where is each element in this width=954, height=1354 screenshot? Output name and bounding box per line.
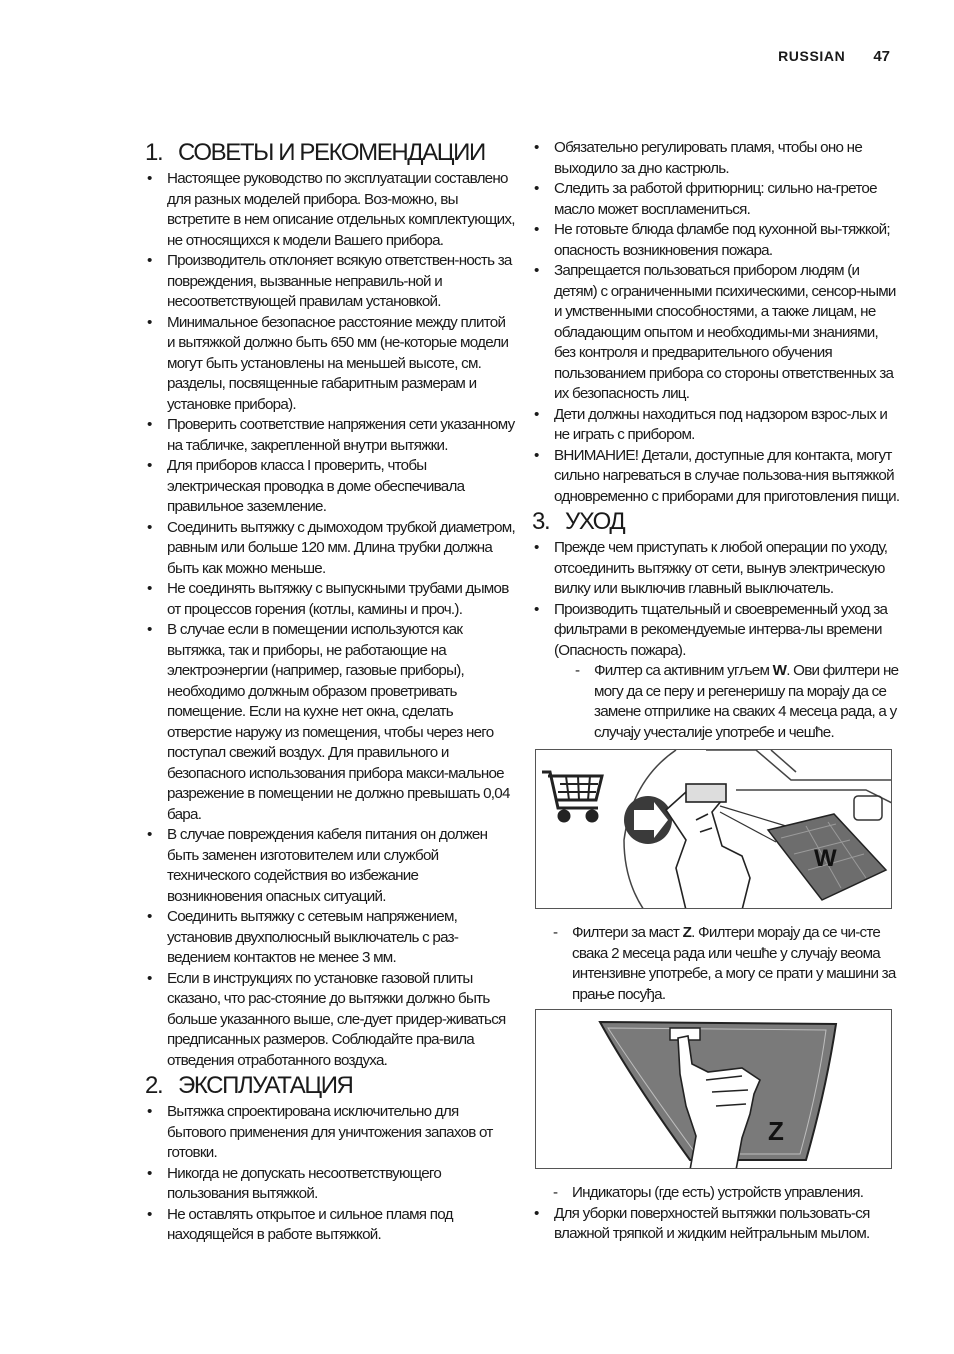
- section-2-number: 2.: [145, 1072, 163, 1099]
- w-filter-label: W: [814, 845, 836, 872]
- section-3-list: [532, 538, 900, 743]
- section-2-list-right: [532, 138, 900, 507]
- list-item: • В случае если в помещении используются как вытяжка, так и приборы, не работающие на электроэнергии (например, газовые приборы), необходимо должным образом проветривать помещение. Если на кухне нет окна, сделать отверстие наружу из помещения, чтобы через него поступал свежий воздух. Для правильного и безопасного использования прибора макси-мальное разрежение в помещении не должно превышать 0,04 бара.: [145, 620, 515, 825]
- section-1-heading: [145, 138, 515, 168]
- grease-filter-illustration: [536, 1010, 892, 1169]
- list-item: • Не соединять вытяжку с выпускными трубами дымов от процессов горения (котлы, камины и проч.).: [145, 579, 515, 620]
- list-item: • Соединить вытяжку с сетевым напряжением, установив двухполюсный выключатель с раз-ведением контактов не менее 3 мм.: [145, 907, 515, 969]
- section-2-list-left: [145, 1102, 515, 1246]
- list-item: • Запрещается пользоваться прибором людям (и детям) с ограниченными психическими, сенсор-ными и умственными способностями, а также лицам, не обладающим опытом и необходимы-ми знаниями, без контроля и предварительного обучения пользованием прибора со стороны ответственных за их безопасность лиц.: [532, 261, 900, 405]
- list-item: • Не оставлять открытое и сильное пламя под находящейся в работе вытяжкой.: [145, 1205, 515, 1246]
- section-1-title: СОВЕТЫ И РЕКОМЕНДАЦИИ: [178, 139, 485, 166]
- section-3-list-end: [532, 1204, 900, 1245]
- grease-filter-item: [532, 923, 900, 1005]
- grease-filter-text-end: . Филтери морају да се чи-сте свака 2 месеца рада или чешће у случају веома интензивне употребе, а могу се прати у машини за прање посуђа.: [572, 924, 896, 1003]
- list-item: • ВНИМАНИЕ! Детали, доступные для контакта, могут сильно нагреваться в случае пользова-ния вытяжкой одновременно с приборами для приготовления пищи.: [532, 446, 900, 508]
- list-item: • Минимальное безопасное расстояние между плитой и вытяжкой должно быть 650 мм (не-которые модели могут быть установлены на меньшей высоте, см. разделы, посвященные габаритным размерам и установке прибора).: [145, 313, 515, 416]
- left-column: [145, 138, 515, 1246]
- list-item: • Вытяжка спроектирована исключительно для бытового применения для уничтожения запахов от готовки.: [145, 1102, 515, 1164]
- grease-filter-text-start: Филтери за маст: [572, 924, 683, 941]
- hand-drawing: [666, 784, 750, 909]
- filter-sublist: [554, 661, 900, 743]
- list-item: • Дети должны находиться под надзором взрос-лых и не играть с прибором.: [532, 405, 900, 446]
- charcoal-filter-figure: [535, 749, 892, 909]
- list-item: • В случае повреждения кабеля питания он должен быть заменен изготовителем или службой технического содействия во избежание возникновения опасных ситуаций.: [145, 825, 515, 907]
- page-header: [778, 48, 890, 65]
- list-item: • Если в инструкциях по установке газовой плиты сказано, что рас-стояние до вытяжки должно быть больше указанного выше, сле-дует придер-живаться предписанных размеров. Соблюдайте пра-вила отведения отработанного воздуха.: [145, 969, 515, 1072]
- list-item-text: Производить тщательный и своевременный уход за фильтрами в рекомендуемые интерва-лы времени (Опасность пожара).: [554, 600, 888, 659]
- section-3-title: УХОД: [565, 508, 625, 535]
- list-item: • Не готовьте блюда фламбе под кухонной вы-тяжкой; опасность возникновения пожара.: [532, 220, 900, 261]
- section-2-title: ЭКСПЛУАТАЦИЯ: [178, 1072, 353, 1099]
- list-item: • Следить за работой фритюрниц: сильно на-гретое масло может воспламениться.: [532, 179, 900, 220]
- charcoal-filter-drawing: [768, 796, 886, 900]
- section-2-heading: [145, 1071, 515, 1101]
- section-1-number: 1.: [145, 139, 163, 166]
- grease-filter-figure: [535, 1009, 892, 1169]
- page-number: 47: [873, 48, 890, 65]
- list-item: • Проверить соответствие напряжения сети указанному на табличке, закрепленной внутри вытяжки.: [145, 415, 515, 456]
- list-item: • Производитель отклоняет всякую ответствен-ность за повреждения, вызванные неправиль-ной и несоответствующей правилам установкой.: [145, 251, 515, 313]
- charcoal-filter-text-end: . Ови филтери не могу да се перу и регенеришу па морају да се замене отприлике на сваких 4 месеца рада, а у случају учесталије употребе и чешће.: [594, 662, 899, 741]
- list-item: • Обязательно регулировать пламя, чтобы оно не выходило за дно кастрюль.: [532, 138, 900, 179]
- indicators-item: - Индикаторы (где есть) устройств управления.: [532, 1183, 900, 1204]
- charcoal-filter-illustration: [536, 750, 892, 909]
- list-item: • Прежде чем приступать к любой операции по уходу, отсоединить вытяжку от сети, вынув электрическую вилку или выключив главный выключатель.: [532, 538, 900, 600]
- list-item: • Для приборов класса I проверить, чтобы электрическая проводка в доме обеспечивала правильное заземление.: [145, 456, 515, 518]
- language-label: RUSSIAN: [778, 48, 846, 64]
- grease-filter-list: [532, 923, 900, 1005]
- z-filter-label: Z: [768, 1116, 784, 1146]
- section-3-number: 3.: [532, 508, 550, 535]
- section-3-heading: [532, 507, 900, 537]
- charcoal-filter-item: [554, 661, 900, 743]
- section-1-list: [145, 169, 515, 1071]
- list-item: • Для уборки поверхностей вытяжки пользовать-ся влажной тряпкой и жидким нейтральным мылом.: [532, 1204, 900, 1245]
- list-item: • Соединить вытяжку с дымоходом трубкой диаметром, равным или больше 120 мм. Длина трубки должна быть как можно меньше.: [145, 518, 515, 580]
- grease-filter-letter: Z: [682, 924, 692, 941]
- list-item: [532, 600, 900, 744]
- charcoal-filter-letter: W: [772, 662, 787, 679]
- charcoal-filter-text-start: Филтер са активним угљем: [594, 662, 773, 679]
- right-column: [532, 138, 900, 1245]
- list-item: • Настоящее руководство по эксплуатации составлено для разных моделей прибора. Воз-можно, вы встретите в нем описание отдельных комплектующих, не относящихся к модели Вашего прибора.: [145, 169, 515, 251]
- list-item: • Никогда не допускать несоответствующего пользования вытяжкой.: [145, 1164, 515, 1205]
- indicators-list: [532, 1183, 900, 1204]
- shopping-cart-icon: [542, 772, 602, 821]
- arrow-right-icon: [624, 796, 672, 844]
